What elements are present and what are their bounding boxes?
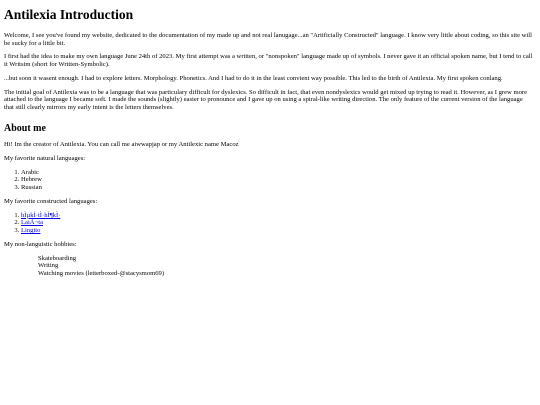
list-item: 3. Russian [21, 184, 534, 192]
constructed-languages-heading: My favorite constructed languages: [4, 197, 98, 205]
page-content [4, 8, 534, 278]
list-item: Watching movies (letterboxed-@stacysmom69) [38, 270, 165, 278]
list-item: Writing [38, 262, 59, 270]
list-item [21, 219, 534, 227]
intro-paragraph-writsim: I first had the idea to make my own language June 24th of 2023. My first attempt was a written, or "nonspoken" language made up of symbols. I never gave it an official spoken name, but I tend to call it Writsim (short for Written-Symbolic). [4, 53, 533, 69]
intro-paragraph-birth: ...but soon it wasent enough. I had to explore letters. Morphology. Phonetics. And I had to do it in the least convient way possible. This led to the birth of Antilexia. My first spoken conlang. [4, 74, 503, 82]
natural-languages-heading: My favorite natural languages: [4, 154, 86, 162]
conlang-link-1[interactable]: hÌµkÌ·tÌ·hÌ¶kÌ· [21, 211, 61, 219]
list-item [21, 212, 534, 220]
conlang-link-3[interactable]: Lingito [21, 227, 41, 235]
list-item: 2. Hebrew [21, 176, 534, 184]
list-item: Skateboarding [38, 254, 77, 262]
conlang-link-2[interactable]: LaiÃ¬ta [21, 219, 44, 227]
intro-paragraph-goal: The initial goal of Antilexia was to be a language that was particulary difficult for dyslexics. So difficult in fact, that even nondyslexics would get mixed up trying to read it. However, as I grew more attached to the language I became soft. I made the sounds (slightly) easier to pronounce and I gave up on using a spiral-like writing direction. The only feature of the current version of the language that still clearly mirrors my early intent is the letters themselves. [4, 88, 528, 112]
about-heading: About me [4, 122, 46, 134]
list-item [21, 227, 534, 235]
natural-languages-list [4, 169, 534, 192]
intro-paragraph-welcome: Welcome, I see you've found my website, dedicated to the documentation of my made up and not real lanugage...an "Artificially Constructed" language. I know very little about coding, so this site will be sucky for a little bit. [4, 31, 532, 47]
constructed-languages-list [4, 212, 534, 235]
about-text: Hi! Im the creator of Antilexia. You can call me aiwwapjap or my Antilexic name Macoz [4, 140, 239, 148]
hobbies-list [38, 255, 534, 278]
hobbies-heading: My non-languistic hobbies: [4, 240, 77, 248]
page-title: Antilexia Introduction [4, 7, 134, 22]
list-item: 1. Arabic [21, 169, 534, 177]
